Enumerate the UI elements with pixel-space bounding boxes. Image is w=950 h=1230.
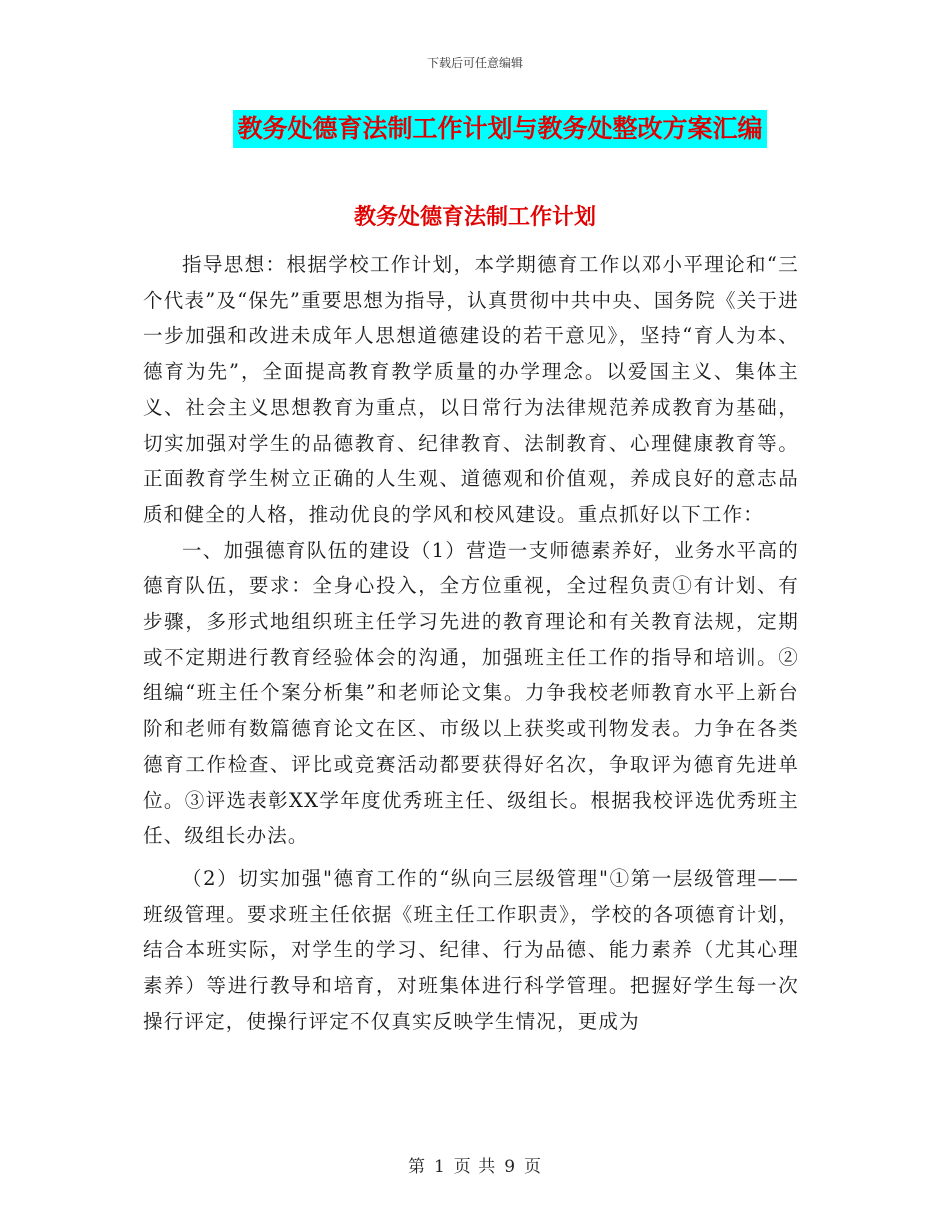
section-title: 教务处德育法制工作计划	[353, 204, 596, 230]
footer-prefix: 第	[407, 1157, 426, 1177]
paragraph-guiding-ideology: 指导思想：根据学校工作计划，本学期德育工作以邓小平理论和“三个代表”及“保先”重要思想为指导，认真贯彻中共中央、国务院《关于进一步加强和改进未成年人思想道德建设的若干意见》，坚持“育人为本、德育为先”，全面提高教育教学质量的办学理念。以爱国主义、集体主义、社会主义思想教育为重点，以日常行为法律规范养成教育为基础，切实加强对学生的品德教育、纪律教育、法制教育、心理健康教育等。正面教育学生树立正确的人生观、道德观和价值观，养成良好的意志品质和健全的人格，推动优良的学风和校风建设。重点抓好以下工作：	[143, 253, 799, 526]
page-footer	[0, 1152, 950, 1177]
footer-suffix: 页	[524, 1157, 543, 1177]
footer-mid: 页 共	[453, 1157, 497, 1177]
paragraph-vertical-management: （2）切实加强"德育工作的“纵向三层级管理"①第一层级管理——班级管理。要求班主任依据《班主任工作职责》，学校的各项德育计划，结合本班实际，对学生的学习、纪律、行为品德、能力素养（尤其心理素养）等进行教导和培育，对班集体进行科学管理。把握好学生每一次操行评定，使操行评定不仅真实反映学生情况，更成为	[143, 866, 799, 1033]
page-number: 1	[433, 1157, 446, 1177]
page-total: 9	[504, 1157, 517, 1177]
document-title: 教务处德育法制工作计划与教务处整改方案汇编	[233, 110, 766, 148]
header-note: 下载后可任意编辑	[426, 56, 523, 70]
main-title-container	[0, 110, 950, 148]
document-body	[143, 247, 799, 1039]
paragraph-team-building: 一、加强德育队伍的建设（1）营造一支师德素养好，业务水平高的德育队伍，要求：全身心投入，全方位重视，全过程负责①有计划、有步骤，多形式地组织班主任学习先进的教育理论和有关教育法规，定期或不定期进行教育经验体会的沟通，加强班主任工作的指导和培训。②组编“班主任个案分析集”和老师论文集。力争我校老师教育水平上新台阶和老师有数篇德育论文在区、市级以上获奖或刊物发表。力争在各类德育工作检查、评比或竞赛活动都要获得好名次，争取评为德育先进单位。③评选表彰XX学年度优秀班主任、级组长。根据我校评选优秀班主任、级组长办法。	[143, 538, 799, 848]
